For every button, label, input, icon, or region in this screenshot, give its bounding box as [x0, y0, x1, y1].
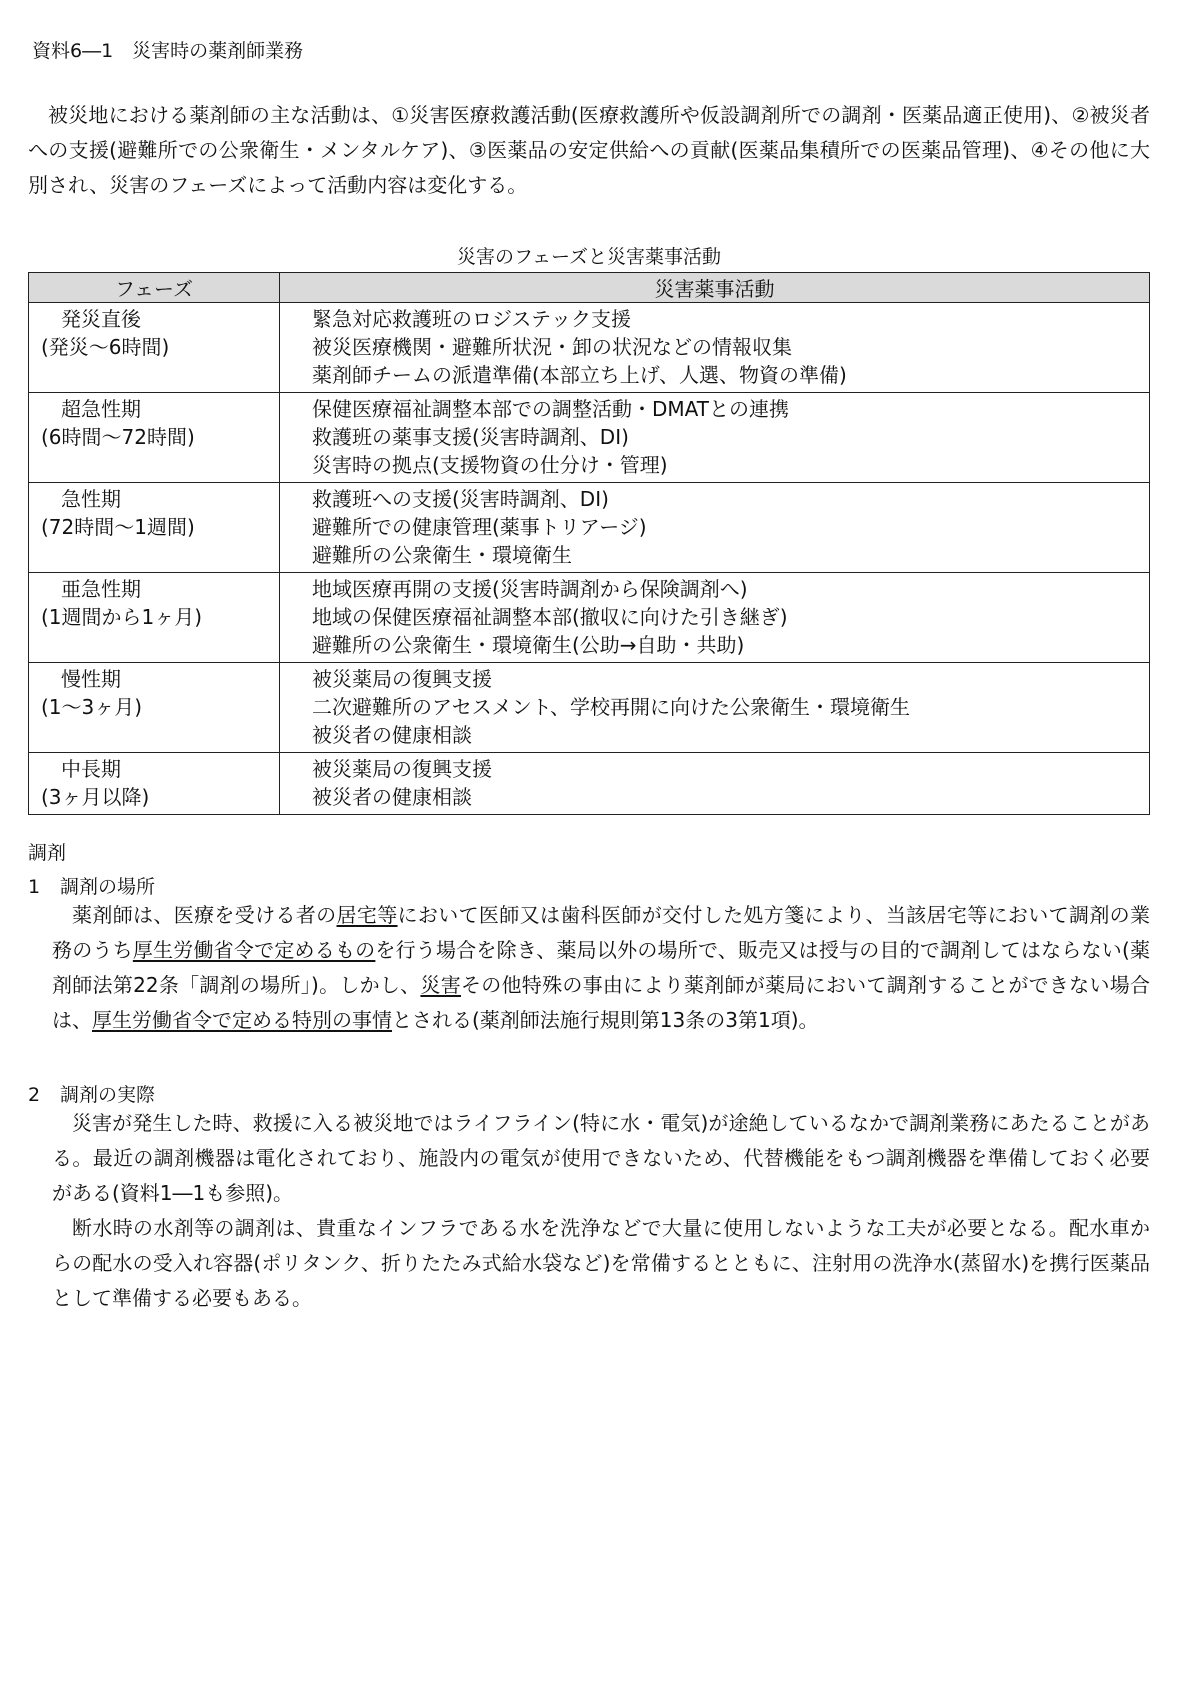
- header-phase: フェーズ: [29, 273, 280, 303]
- subsection-title: 調剤の場所: [60, 876, 156, 898]
- text-run: において医師又は歯科医師が交付した処方箋により、当該居宅等において調剤の業務のうち: [52, 903, 1151, 962]
- text-run: その他特殊の事由により薬剤師が薬局において調剤することができない場合は、: [52, 973, 1150, 1032]
- activity-item: 被災薬局の復興支援: [312, 667, 492, 691]
- phase-cell: [29, 573, 280, 663]
- phase-name: 慢性期: [61, 667, 121, 691]
- activity-item: 被災者の健康相談: [312, 785, 472, 809]
- intro-paragraph: 被災地における薬剤師の主な活動は、①災害医療救護活動(医療救護所や仮設調剤所での調剤・医薬品適正使用)、②被災者への支援(避難所での公衆衛生・メンタルケア)、③医薬品の安定供給への貢献(医薬品集積所での医薬品管理)、④その他に大別され、災害のフェーズによって活動内容は変化する。: [28, 103, 1150, 197]
- phase-cell: [29, 663, 280, 753]
- phase-range: (1～3ヶ月): [41, 695, 143, 719]
- activities-cell: [280, 663, 1150, 753]
- header-activities: 災害薬事活動: [280, 273, 1150, 303]
- activity-item: 救護班への支援(災害時調剤、DI): [312, 487, 609, 511]
- table-row: [29, 483, 1150, 573]
- phase-name: 超急性期: [61, 397, 141, 421]
- activities-cell: [280, 483, 1150, 573]
- table-row: [29, 303, 1150, 393]
- activity-item: 緊急対応救護班のロジステック支援: [312, 307, 631, 331]
- table-header-row: [29, 273, 1150, 303]
- phase-range: (1週間から1ヶ月): [41, 605, 203, 629]
- activities-cell: [280, 573, 1150, 663]
- activity-item: 保健医療福祉調整本部での調整活動・DMATとの連携: [312, 397, 790, 421]
- phase-name: 発災直後: [61, 307, 141, 331]
- subsection-number: 2: [28, 1084, 41, 1106]
- phase-range: (3ヶ月以降): [41, 785, 150, 809]
- activity-item: 災害時の拠点(支援物資の仕分け・管理): [312, 453, 668, 477]
- dispensing-practice-paragraph-1: 災害が発生した時、救援に入る被災地ではライフライン(特に水・電気)が途絶しているなかで調剤業務にあたることがある。最近の調剤機器は電化されており、施設内の電気が使用できないため、代替機能をもつ調剤機器を準備しておく必要がある(資料1―1も参照)。: [52, 1111, 1150, 1205]
- dispensing-place-paragraph: [52, 898, 1150, 1038]
- subsection-heading-1: [28, 872, 155, 899]
- activity-item: 被災者の健康相談: [312, 723, 472, 747]
- phase-range: (6時間～72時間): [41, 425, 195, 449]
- activity-item: 二次避難所のアセスメント、学校再開に向けた公衆衛生・環境衛生: [312, 695, 910, 719]
- phase-range: (72時間～1週間): [41, 515, 195, 539]
- phase-activity-table: [28, 272, 1150, 815]
- phase-cell: [29, 303, 280, 393]
- text-run: を行う場合を除き、薬局以外の場所で、販売又は授与の目的で調剤してはならない(薬剤師法第22条「調剤の場所」)。しかし、: [52, 938, 1150, 997]
- phase-name: 亜急性期: [61, 577, 141, 601]
- phase-name: 中長期: [61, 757, 121, 781]
- table-row: [29, 753, 1150, 815]
- underlined-term: 厚生労働省令で定める特別の事情: [92, 1008, 392, 1032]
- underlined-term: 居宅等: [336, 903, 398, 927]
- table-caption: 災害のフェーズと災害薬事活動: [456, 246, 722, 268]
- text-run: 薬剤師は、医療を受ける者の: [72, 903, 337, 927]
- phase-range: (発災～6時間): [41, 335, 170, 359]
- document-title: 資料6―1 災害時の薬剤師業務: [32, 40, 304, 62]
- dispensing-practice-paragraph-2: 断水時の水剤等の調剤は、貴重なインフラである水を洗浄などで大量に使用しないような工夫が必要となる。配水車からの配水の受入れ容器(ポリタンク、折りたたみ式給水袋など)を常備するとともに、注射用の洗浄水(蒸留水)を携行医薬品として準備する必要もある。: [52, 1216, 1150, 1310]
- activity-item: 被災薬局の復興支援: [312, 757, 492, 781]
- activity-item: 避難所での健康管理(薬事トリアージ): [312, 515, 647, 539]
- phase-cell: [29, 393, 280, 483]
- activity-item: 被災医療機関・避難所状況・卸の状況などの情報収集: [312, 335, 792, 359]
- activity-item: 避難所の公衆衛生・環境衛生: [312, 543, 572, 567]
- subsection-number: 1: [28, 876, 41, 898]
- activity-item: 薬剤師チームの派遣準備(本部立ち上げ、人選、物資の準備): [312, 363, 847, 387]
- table-row: [29, 663, 1150, 753]
- activities-cell: [280, 303, 1150, 393]
- activity-item: 避難所の公衆衛生・環境衛生(公助→自助・共助): [312, 633, 745, 657]
- activity-item: 地域医療再開の支援(災害時調剤から保険調剤へ): [312, 577, 748, 601]
- activity-item: 地域の保健医療福祉調整本部(撤収に向けた引き継ぎ): [312, 605, 788, 629]
- underlined-term: 厚生労働省令で定めるもの: [132, 938, 376, 962]
- subsection-heading-2: [28, 1080, 155, 1107]
- table-row: [29, 573, 1150, 663]
- table-row: [29, 393, 1150, 483]
- section-heading: 調剤: [28, 842, 67, 864]
- activities-cell: [280, 753, 1150, 815]
- phase-cell: [29, 483, 280, 573]
- text-run: とされる(薬剤師法施行規則第13条の3第1項)。: [392, 1008, 819, 1032]
- activity-item: 救護班の薬事支援(災害時調剤、DI): [312, 425, 629, 449]
- subsection-title: 調剤の実際: [60, 1084, 156, 1106]
- phase-cell: [29, 753, 280, 815]
- phase-name: 急性期: [61, 487, 121, 511]
- underlined-term: 災害: [420, 973, 461, 997]
- activities-cell: [280, 393, 1150, 483]
